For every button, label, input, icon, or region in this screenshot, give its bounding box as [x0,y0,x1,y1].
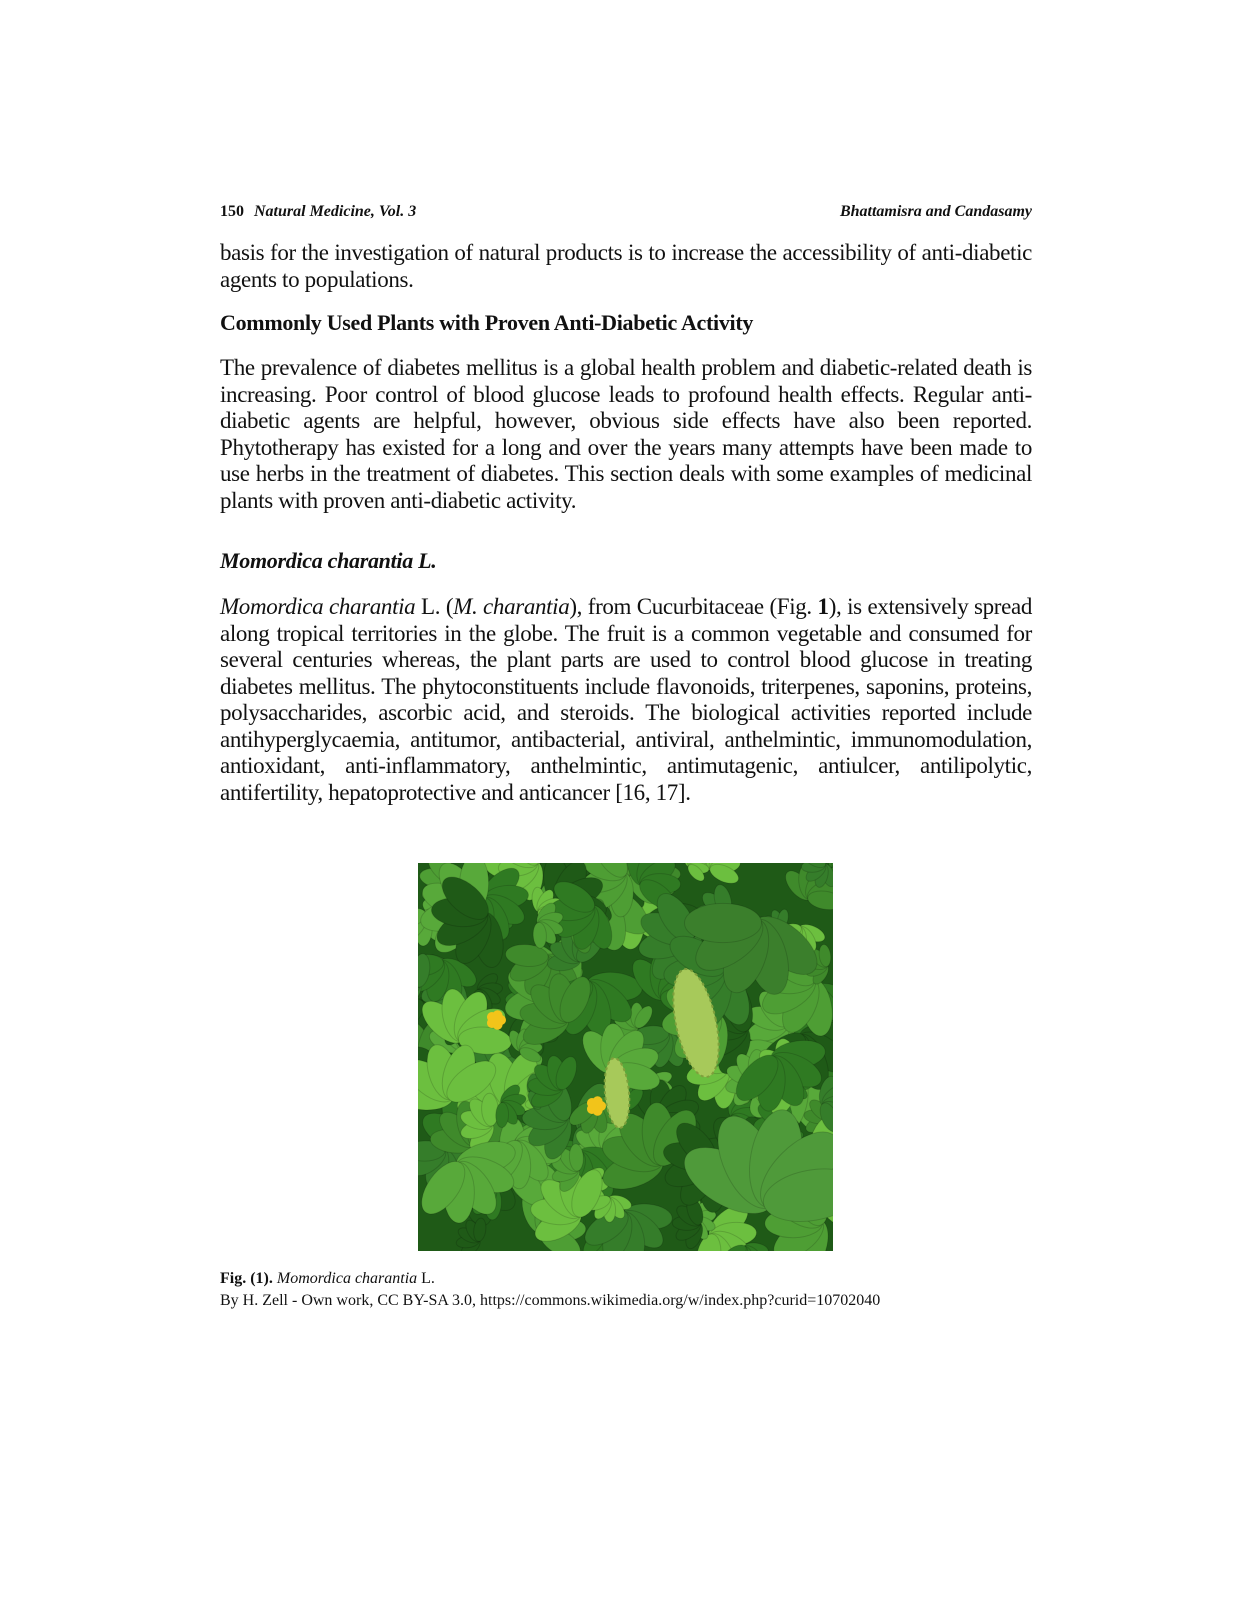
caption-line [220,1268,880,1290]
header-left [220,203,416,221]
caption-label: Fig. (1). [220,1270,273,1287]
page-number: 150 [220,203,244,220]
species-abbrev: M. charantia [453,594,570,619]
caption-suffix: L. [417,1270,435,1287]
section-heading: Commonly Used Plants with Proven Anti-Diabetic Activity [220,310,754,335]
figure-caption [220,1268,880,1312]
plant-photo-illustration [418,863,833,1251]
paragraph-text: ), from Cucurbitaceae (Fig. [569,594,818,619]
caption-species: Momordica charantia [276,1270,418,1287]
species-name: Momordica charantia [220,594,416,619]
figure-photo [418,863,833,1251]
subsection-heading: Momordica charantia L. [220,548,437,573]
section-paragraph: The prevalence of diabetes mellitus is a global health problem and diabetic-related death is increasing. Poor control of blood glucose leads to profound health effects. Regular anti-diabetic agents are helpful, however, obvious side effects have also been reported. Phytotherapy has existed for a long and over the years many attempts have been made to use herbs in the treatment of diabetes. This section deals with some examples of medicinal plants with proven anti-diabetic activity. [220,355,1032,513]
subsection-paragraph [220,594,1032,806]
paragraph-text: L. ( [415,594,454,619]
running-header [220,203,1032,225]
paragraph-text: ), is extensively spread along tropical territories in the globe. The fruit is a common vegetable and consumed for several centuries whereas, the plant parts are used to control blood glucose in treating diabetes mellitus. The phytoconstituents include flavonoids, triterpenes, saponins, proteins, polysaccharides, ascorbic acid, and steroids. The biological activities reported include antihyperglycaemia, antitumor, antibacterial, antiviral, anthelmintic, immunomodulation, antioxidant, anti-inflammatory, anthelmintic, antimutagenic, antiulcer, antilipolytic, antifertility, hepatoprotective and anticancer [16, 17]. [220,594,1032,805]
header-authors: Bhattamisra and Candasamy [839,203,1032,220]
figure-reference: 1 [817,594,829,619]
intro-paragraph: basis for the investigation of natural products is to increase the accessibility of anti-diabetic agents to populations. [220,240,1032,292]
caption-credit: By H. Zell - Own work, CC BY-SA 3.0, https://commons.wikimedia.org/w/index.php?curid=10702040 [220,1292,881,1309]
journal-title: Natural Medicine, Vol. 3 [254,203,417,220]
